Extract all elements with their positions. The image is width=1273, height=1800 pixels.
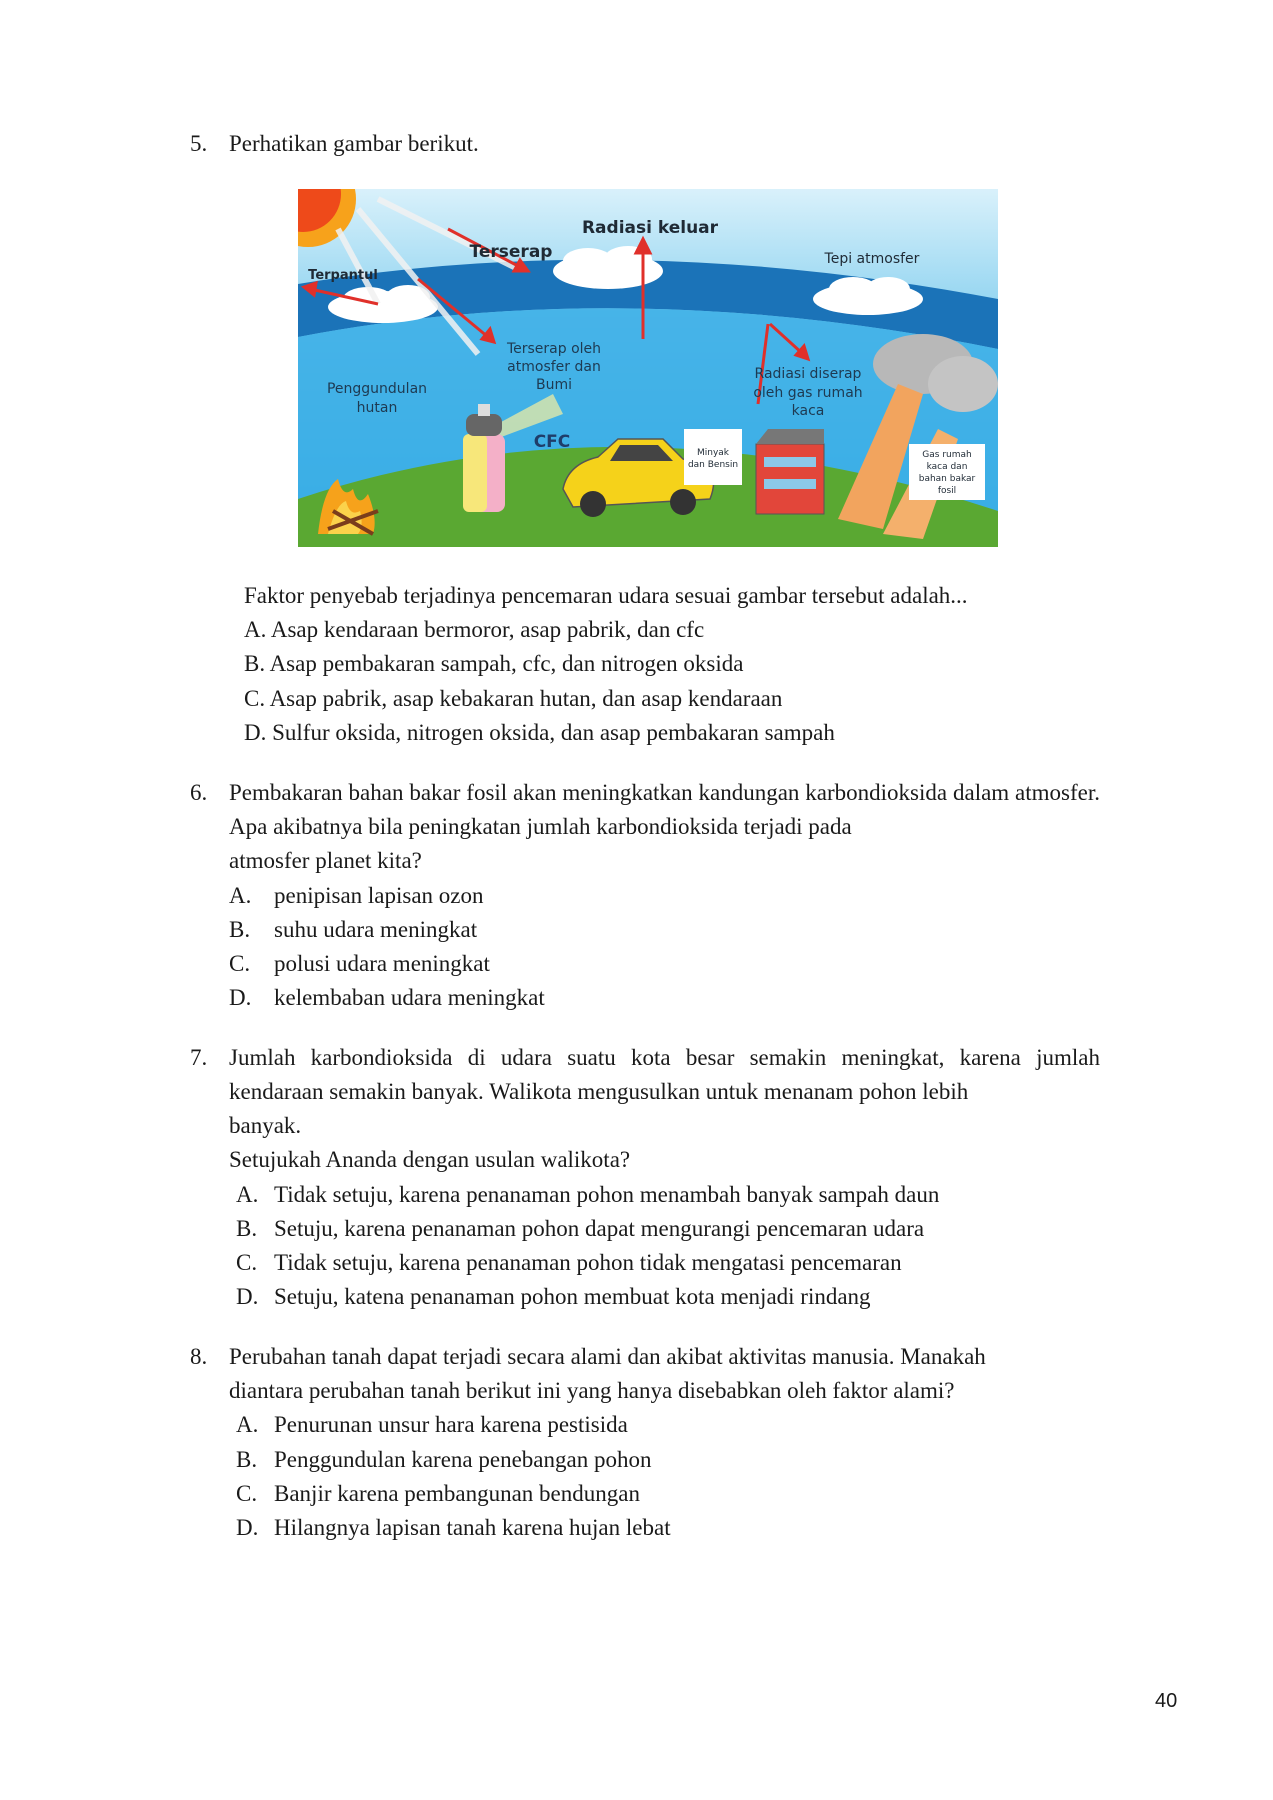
label-tepi-atmosfer: Tepi atmosfer	[824, 251, 920, 267]
q6-text-body: Pembakaran bahan bakar fosil akan meningkatkan kandungan karbondioksida dalam atmosfer. Apa akibatnya bila peningkatan jumlah karbondioksida terjadi pada	[229, 780, 1100, 839]
label-penggundulan: Penggundulan	[326, 381, 428, 397]
label-radiasi-keluar: Radiasi keluar	[581, 218, 719, 238]
q7-option-a: Tidak setuju, karena penanaman pohon menambah banyak sampah daun	[274, 1182, 940, 1207]
q8-option-a-letter: A.	[236, 1412, 259, 1437]
q6-option-b: suhu udara meningkat	[274, 917, 478, 942]
q6-number: 6.	[190, 780, 208, 805]
q5-option-c: C. Asap pabrik, asap kebakaran hutan, dan asap kendaraan	[244, 686, 783, 711]
q6-option-d-letter: D.	[229, 985, 252, 1010]
q7-text-body: Jumlah karbondioksida di udara suatu kota besar semakin meningkat, karena jumlah kendaraan semakin banyak. Walikota mengusulkan untuk menanam pohon lebih	[229, 1045, 1100, 1104]
q6-text	[229, 776, 1100, 878]
q7-question: Setujukah Ananda dengan usulan walikota?	[229, 1147, 631, 1172]
q8-number: 8.	[190, 1344, 208, 1369]
page-number: 40	[1155, 1690, 1178, 1712]
q8-option-a: Penurunan unsur hara karena pestisida	[274, 1412, 628, 1437]
label-minyak: Minyak	[696, 448, 730, 458]
label-gas-rumah: kaca dan	[926, 462, 968, 472]
factory-icon	[756, 429, 824, 514]
q6-option-a: penipisan lapisan ozon	[274, 883, 484, 908]
q5-stem: Faktor penyebab terjadinya pencemaran udara sesuai gambar tersebut adalah...	[244, 583, 968, 608]
greenhouse-effect-figure	[298, 189, 998, 547]
label-gas-rumah: Gas rumah	[922, 450, 972, 460]
q8-option-d-letter: D.	[236, 1515, 259, 1540]
q7-option-c: Tidak setuju, karena penanaman pohon tidak mengatasi pencemaran	[274, 1250, 902, 1275]
q5-option-d: D. Sulfur oksida, nitrogen oksida, dan asap pembakaran sampah	[244, 720, 835, 745]
label-gas-rumah: fosil	[937, 486, 957, 496]
q5-option-b: B. Asap pembakaran sampah, cfc, dan nitrogen oksida	[244, 651, 744, 676]
q7-option-b-letter: B.	[236, 1216, 258, 1241]
q8-option-c: Banjir karena pembangunan bendungan	[274, 1481, 640, 1506]
q7-number: 7.	[190, 1045, 208, 1070]
label-terserap: Terserap	[469, 242, 553, 262]
q8-option-d: Hilangnya lapisan tanah karena hujan lebat	[274, 1515, 671, 1540]
q5-prompt: Perhatikan gambar berikut.	[229, 131, 479, 156]
label-terpantul: Terpantul	[308, 268, 378, 283]
label-radiasi-diserap: Radiasi diserap	[754, 366, 862, 382]
q6-option-b-letter: B.	[229, 917, 251, 942]
label-penggundulan: hutan	[356, 400, 398, 416]
label-cfc: CFC	[533, 432, 571, 452]
greenhouse-diagram	[298, 189, 998, 547]
q7-text-last: banyak.	[229, 1113, 302, 1138]
label-radiasi-diserap: kaca	[791, 403, 825, 419]
q6-option-c: polusi udara meningkat	[274, 951, 490, 976]
q8-option-b-letter: B.	[236, 1447, 258, 1472]
q6-option-a-letter: A.	[229, 883, 252, 908]
q7-option-c-letter: C.	[236, 1250, 258, 1275]
q6-text-last: atmosfer planet kita?	[229, 848, 422, 873]
label-gas-rumah: bahan bakar	[918, 474, 976, 484]
q7-option-d-letter: D.	[236, 1284, 259, 1309]
label-terserap-oleh: Terserap oleh	[506, 341, 602, 357]
q7-text	[229, 1041, 1100, 1143]
q7-option-b: Setuju, karena penanaman pohon dapat mengurangi pencemaran udara	[274, 1216, 925, 1241]
label-radiasi-diserap: oleh gas rumah	[753, 385, 863, 401]
q7-option-a-letter: A.	[236, 1182, 259, 1207]
q6-option-d: kelembaban udara meningkat	[274, 985, 545, 1010]
q8-option-b: Penggundulan karena penebangan pohon	[274, 1447, 652, 1472]
q5-option-a: A. Asap kendaraan bermoror, asap pabrik, dan cfc	[244, 617, 705, 642]
q8-line1: Perubahan tanah dapat terjadi secara alami dan akibat aktivitas manusia. Manakah	[229, 1344, 986, 1369]
q7-option-d: Setuju, katena penanaman pohon membuat kota menjadi rindang	[274, 1284, 871, 1309]
label-minyak: dan Bensin	[687, 460, 739, 470]
q6-option-c-letter: C.	[229, 951, 251, 976]
q8-line2: diantara perubahan tanah berikut ini yang hanya disebabkan oleh faktor alami?	[229, 1378, 955, 1403]
q5-number: 5.	[190, 131, 208, 156]
label-terserap-oleh: Bumi	[535, 377, 573, 393]
q8-option-c-letter: C.	[236, 1481, 258, 1506]
label-terserap-oleh: atmosfer dan	[507, 359, 601, 375]
